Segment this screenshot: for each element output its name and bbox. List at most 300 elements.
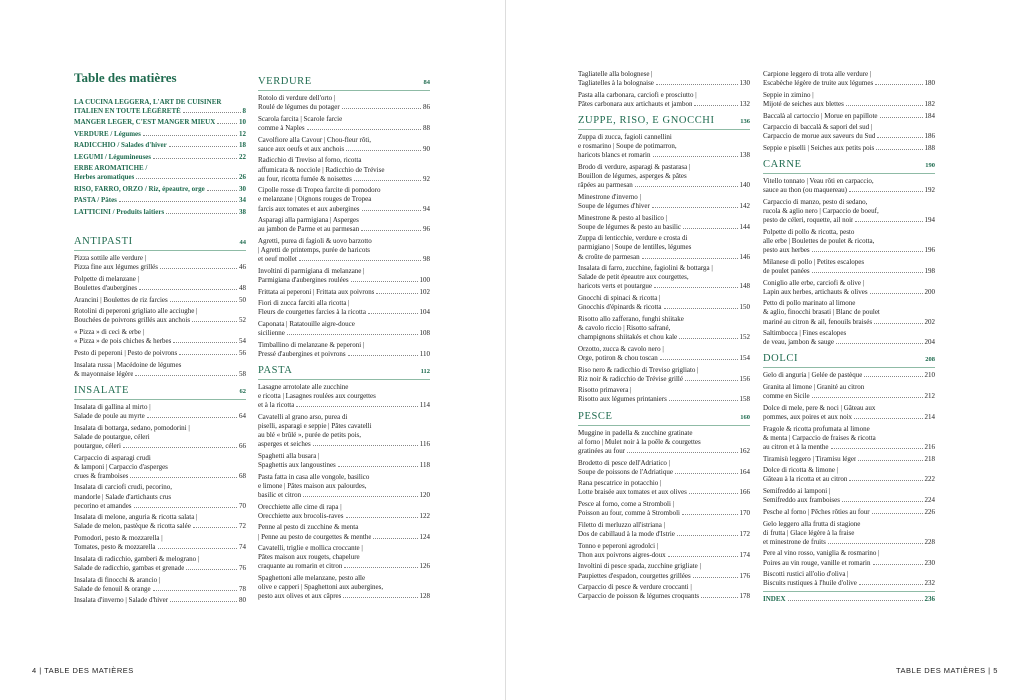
toc-entry-line: Gelo leggero alla frutta di stagione bbox=[763, 519, 861, 528]
dot-leader bbox=[812, 272, 923, 273]
toc-entry-line: Frittata ai peperoni | Frittata aux poivrons bbox=[258, 287, 375, 296]
section-page-number: 136 bbox=[740, 117, 750, 125]
toc-entry-line: Pasta alla carbonara, carciofi e prosciutto | bbox=[578, 90, 697, 99]
toc-page-number: 126 bbox=[419, 562, 430, 571]
dot-leader bbox=[287, 334, 418, 335]
toc-entry-line: Gnocchi di spinaci & ricotta | bbox=[578, 294, 661, 303]
toc-entry-last-line bbox=[578, 488, 750, 497]
toc-page-number: 66 bbox=[239, 441, 246, 450]
toc-entry-last-line bbox=[258, 145, 430, 154]
toc-entry-line: au jambon de Parme et au parmesan bbox=[258, 225, 360, 234]
toc-entry-last-line bbox=[258, 205, 430, 214]
running-head-left: | TABLE DES MATIÈRES bbox=[39, 666, 134, 675]
toc-entry bbox=[578, 193, 750, 211]
toc-entry-line: Salade de petit épeautre aux courgettes, bbox=[578, 273, 689, 282]
toc-entry-line: Orge, potiron & chou toscan bbox=[578, 353, 658, 362]
toc-page-number: 88 bbox=[423, 123, 430, 132]
section-rule bbox=[578, 129, 750, 130]
toc-page-number: 158 bbox=[739, 395, 750, 404]
toc-entry bbox=[258, 320, 430, 338]
toc-entry-line: Minestrone d'inverno | bbox=[578, 192, 641, 201]
toc-entry-last-line bbox=[763, 79, 935, 88]
section-title: ZUPPE, RISO, E GNOCCHI bbox=[578, 114, 715, 126]
section-rule bbox=[74, 250, 246, 251]
dot-leader bbox=[179, 354, 237, 355]
toc-entry-line: Cipolle rosse di Tropea farcite di pomodoro bbox=[258, 186, 381, 195]
toc-page-number: 142 bbox=[739, 201, 750, 210]
toc-entry-last-line bbox=[763, 496, 935, 505]
toc-entry-line: & aglio, finocchi brasati | Blanc de poulet bbox=[763, 308, 880, 317]
toc-entry-line: au citron et à la menthe bbox=[763, 442, 829, 451]
toc-entry-line: Insalata di farro, zucchine, fagiolini & bottarga | bbox=[578, 264, 713, 273]
toc-entry-line: piselli, asparagi e seppie | Pâtes cavatelli bbox=[258, 422, 372, 431]
toc-page-number: 154 bbox=[739, 353, 750, 362]
toc-entry-last-line bbox=[578, 375, 750, 384]
toc-page-number: 110 bbox=[419, 349, 430, 358]
toc-entry bbox=[258, 503, 430, 521]
toc-entry-line: & mayonnaise légère bbox=[74, 369, 134, 378]
toc-page-number: 178 bbox=[739, 592, 750, 601]
toc-entry-line: Fleurs de courgettes farcies à la ricotta bbox=[258, 308, 366, 317]
toc-entry-line: Caponata | Ratatouille aigre-douce bbox=[258, 320, 355, 329]
toc-entry bbox=[763, 279, 935, 297]
section-page-number: 208 bbox=[925, 356, 935, 364]
left-page bbox=[0, 0, 505, 700]
toc-page-number: 230 bbox=[924, 558, 935, 567]
toc-entry-last-line bbox=[74, 316, 246, 325]
toc-entry bbox=[74, 275, 246, 293]
toc-entry-line: Zuppa di lenticchie, verdure e crosta di bbox=[578, 234, 688, 243]
toc-entry bbox=[578, 234, 750, 261]
toc-entry-last-line bbox=[578, 468, 750, 477]
page-number-right: 5 bbox=[993, 666, 998, 675]
toc-entry-last-line bbox=[763, 318, 935, 327]
toc-entry-last-line bbox=[258, 308, 430, 317]
toc-entry bbox=[74, 555, 246, 573]
toc-entry bbox=[763, 508, 935, 517]
toc-entry-line: RADICCHIO / Salades d'hiver bbox=[74, 141, 167, 150]
toc-page-number: 104 bbox=[419, 308, 430, 317]
dot-leader bbox=[344, 567, 417, 568]
section-page-number: 84 bbox=[423, 79, 430, 86]
toc-page-number: 68 bbox=[239, 471, 246, 480]
toc-page-number: 50 bbox=[239, 295, 246, 304]
toc-entry-line: Rana pescatrice in potacchio | bbox=[578, 479, 662, 488]
section-page-number: 190 bbox=[925, 162, 935, 170]
dot-leader bbox=[192, 321, 237, 322]
toc-page-number: 146 bbox=[739, 252, 750, 261]
toc-entry-line: Biscotti rustici all'olio d'oliva | bbox=[763, 570, 849, 579]
toc-entry-line: affumicata & nocciole | Radicchio de Trévise bbox=[258, 165, 385, 174]
dot-leader bbox=[368, 313, 418, 314]
toc-entry-line: & lamponi | Carpaccio d'asperges bbox=[74, 462, 168, 471]
toc-entry-line: Polpette di melanzane | bbox=[74, 274, 139, 283]
toc-entry bbox=[258, 413, 430, 449]
toc-entry-line: crues & framboises bbox=[74, 471, 129, 480]
toc-page-number: 120 bbox=[419, 490, 430, 499]
toc-entry bbox=[763, 520, 935, 547]
toc-entry-line: Insalata d'inverno | Salade d'hiver bbox=[74, 596, 169, 605]
toc-entry-last-line bbox=[763, 144, 935, 153]
toc-page-number: 46 bbox=[239, 263, 246, 272]
toc-entry-last-line bbox=[258, 124, 430, 133]
toc-entry-line: Vitello tonnato | Veau rôti en carpaccio, bbox=[763, 177, 874, 186]
toc-entry-line: rucola & aglio nero | Carpaccio de boeuf, bbox=[763, 207, 879, 216]
toc-page-number: 180 bbox=[924, 79, 935, 88]
toc-page-number: 78 bbox=[239, 584, 246, 593]
toc-entry-line: & cavolo riccio | Risotto safrané, bbox=[578, 324, 671, 332]
toc-entry-last-line bbox=[578, 181, 750, 190]
toc-entry-line: e limone | Pâtes maison aux palourdes, bbox=[258, 481, 367, 490]
toc-entry-last-line bbox=[578, 303, 750, 312]
toc-page-number: 130 bbox=[739, 79, 750, 88]
toc-entry-last-line bbox=[74, 596, 246, 605]
toc-entry-line: Brodetto di pesce dell'Adriatico | bbox=[578, 458, 671, 467]
toc-entry bbox=[74, 483, 246, 510]
toc-entry bbox=[74, 307, 246, 325]
dot-leader bbox=[849, 191, 923, 192]
toc-entry-last-line bbox=[74, 543, 246, 552]
dot-leader bbox=[173, 342, 237, 343]
dot-leader bbox=[207, 190, 237, 191]
toc-entry-line: Zuppa di zucca, fagioli cannellini bbox=[578, 133, 672, 142]
toc-entry-line: Gâteau à la ricotta et au citron bbox=[763, 475, 848, 484]
toc-entry-line: Pâtes maison aux rougets, chapelure bbox=[258, 553, 360, 562]
toc-entry-line: de poulet panées bbox=[763, 266, 810, 275]
section-title: DOLCI bbox=[763, 353, 799, 365]
dot-leader bbox=[854, 418, 922, 419]
toc-entry-line: Penne al pesto di zucchine & menta bbox=[258, 523, 359, 532]
section-page-number: 62 bbox=[239, 387, 246, 395]
dot-leader bbox=[143, 135, 237, 136]
dot-leader bbox=[788, 600, 923, 601]
dot-leader bbox=[872, 513, 923, 514]
toc-entry-last-line bbox=[763, 216, 935, 225]
toc-entry-line: Rotolini di peperoni grigliato alle acciughe | bbox=[74, 307, 198, 316]
toc-entry-last-line bbox=[763, 132, 935, 141]
toc-entry-line: Lasagne arrotolate alle zucchine bbox=[258, 383, 349, 392]
toc-entry-line: pesto de céleri, roquette, ail noir bbox=[763, 216, 854, 225]
toc-entry bbox=[763, 371, 935, 380]
section-rule bbox=[74, 399, 246, 400]
dot-leader bbox=[153, 158, 237, 159]
toc-entry-line: Agretti, purea di fagioli & uovo barzotto bbox=[258, 236, 372, 245]
dot-leader bbox=[351, 281, 418, 282]
toc-entry-last-line bbox=[74, 141, 246, 150]
toc-entry-last-line bbox=[74, 564, 246, 573]
toc-entry-last-line bbox=[74, 130, 246, 139]
toc-entry-line: poutargue, céleri bbox=[74, 441, 121, 450]
toc-entry-line: comme en Sicile bbox=[763, 392, 810, 401]
toc-entry-last-line bbox=[763, 392, 935, 401]
toc-entry-last-line bbox=[258, 225, 430, 234]
toc-entry bbox=[763, 570, 935, 588]
toc-entry bbox=[258, 136, 430, 154]
toc-entry-line: parmigiano | Soupe de lentilles, légumes bbox=[578, 243, 692, 252]
dot-leader bbox=[876, 149, 922, 150]
toc-entry bbox=[578, 521, 750, 539]
section-title: VERDURE bbox=[258, 76, 312, 87]
toc-entry-line: Carpaccio di manzo, pesto di sedano, bbox=[763, 198, 868, 206]
toc-entry bbox=[74, 534, 246, 552]
toc-entry bbox=[74, 254, 246, 272]
toc-entry-line: Pasta fatta in casa alle vongole, basilico bbox=[258, 472, 370, 481]
section-heading bbox=[578, 412, 750, 422]
section-page-number: 160 bbox=[740, 413, 750, 421]
toc-entry-last-line bbox=[578, 572, 750, 581]
toc-entry-last-line bbox=[763, 100, 935, 109]
toc-page-number: 148 bbox=[739, 282, 750, 291]
toc-page-number: 198 bbox=[924, 266, 935, 275]
toc-page-number: 196 bbox=[924, 246, 935, 255]
dot-leader bbox=[158, 548, 237, 549]
toc-entry bbox=[74, 576, 246, 594]
toc-entry bbox=[578, 70, 750, 88]
toc-entry-last-line bbox=[763, 559, 935, 568]
toc-entry-last-line bbox=[763, 288, 935, 297]
toc-entry-line: mariné au citron & ail, fenouils braisés bbox=[763, 317, 873, 326]
toc-entry-last-line bbox=[578, 395, 750, 404]
toc-entry-line: RISO, FARRO, ORZO / Riz, épeautre, orge bbox=[74, 184, 205, 193]
dot-leader bbox=[362, 210, 421, 211]
dot-leader bbox=[170, 601, 237, 602]
toc-entry-line: Tonno e peperoni agrodolci | bbox=[578, 541, 659, 550]
toc-entry bbox=[763, 404, 935, 422]
dot-leader bbox=[842, 501, 923, 502]
toc-entry-last-line bbox=[258, 103, 430, 112]
toc-entry bbox=[258, 544, 430, 571]
toc-page-number: 210 bbox=[924, 371, 935, 380]
toc-entry-last-line bbox=[258, 440, 430, 449]
toc-entry bbox=[74, 596, 246, 605]
section-rule bbox=[258, 90, 430, 91]
dot-leader bbox=[342, 108, 421, 109]
toc-entry-line: Poires au vin rouge, vanille et romarin bbox=[763, 558, 871, 567]
toc-entry-line: Paupiettes d'espadon, courgettes grillées bbox=[578, 571, 691, 580]
toc-page-number: 218 bbox=[924, 454, 935, 463]
toc-entry-line: Risotto primavera | bbox=[578, 386, 632, 395]
section-title: CARNE bbox=[763, 159, 802, 171]
dot-leader bbox=[669, 400, 738, 401]
toc-page-number: 192 bbox=[924, 186, 935, 195]
toc-entry-line: Biscuits rustiques à l'huile d'olive bbox=[763, 579, 857, 588]
toc-page-number: 132 bbox=[739, 99, 750, 108]
toc-entry bbox=[74, 153, 246, 162]
toc-page-number: 150 bbox=[739, 303, 750, 312]
dot-leader bbox=[296, 406, 417, 407]
toc-entry-last-line bbox=[74, 185, 246, 194]
toc-entry-line: Bouillon de légumes, asperges & pâtes bbox=[578, 172, 687, 181]
toc-entry-last-line bbox=[763, 186, 935, 195]
toc-entry bbox=[763, 383, 935, 401]
toc-page-number: 64 bbox=[239, 411, 246, 420]
toc-entry-line: Pizza fine aux légumes grillés bbox=[74, 263, 158, 272]
toc-entry bbox=[74, 141, 246, 150]
toc-page-number: 70 bbox=[239, 501, 246, 510]
toc-entry-line: Seppie in zimino | bbox=[763, 90, 814, 99]
toc-entry-line: Pesche al forno | Pêches rôties au four bbox=[763, 507, 870, 516]
dot-leader bbox=[183, 112, 241, 113]
toc-entry bbox=[258, 94, 430, 112]
section-rule bbox=[763, 591, 935, 592]
dot-leader bbox=[831, 448, 923, 449]
toc-entry-last-line bbox=[74, 337, 246, 346]
dot-leader bbox=[343, 597, 417, 598]
toc-entry-line: Salade de poule au myrte bbox=[74, 411, 145, 420]
dot-leader bbox=[836, 343, 923, 344]
dot-leader bbox=[877, 137, 922, 138]
dot-leader bbox=[855, 221, 922, 222]
toc-entry-line: olive e capperi | Spaghettoni aux aubergines, bbox=[258, 583, 384, 592]
section-title: PASTA bbox=[258, 365, 293, 377]
toc-entry-line: Granita al limone | Granité au citron bbox=[763, 383, 865, 392]
section-heading bbox=[74, 237, 246, 247]
toc-entry-last-line bbox=[763, 455, 935, 464]
toc-entry-last-line bbox=[578, 551, 750, 560]
toc-page-number: 90 bbox=[423, 144, 430, 153]
toc-entry bbox=[258, 523, 430, 541]
toc-entry bbox=[74, 196, 246, 205]
toc-entry-line: Orecchiette aux brocolis-raves bbox=[258, 511, 344, 520]
toc-entry bbox=[763, 177, 935, 195]
toc-entry bbox=[258, 383, 430, 410]
dot-leader bbox=[642, 258, 738, 259]
toc-entry bbox=[763, 299, 935, 326]
toc-entry bbox=[258, 341, 430, 359]
toc-entry-last-line bbox=[74, 284, 246, 293]
toc-page-number: 202 bbox=[924, 317, 935, 326]
toc-entry-line: Gelo di anguria | Gelée de pastèque bbox=[763, 371, 863, 380]
toc-entry-line: Bouchées de poivrons grillés aux anchois bbox=[74, 316, 191, 325]
toc-page-number: 96 bbox=[423, 225, 430, 234]
toc-entry bbox=[763, 455, 935, 464]
toc-entry-line: Rotolo di verdure dell'orto | bbox=[258, 94, 336, 103]
toc-entry-line: Pomodori, pesto & mozzarella | bbox=[74, 534, 163, 543]
toc-entry-line: Arancini | Boulettes de riz farcies bbox=[74, 295, 168, 304]
toc-entry-last-line bbox=[258, 533, 430, 542]
toc-entry-line: farcis aux tomates et aux aubergines bbox=[258, 204, 360, 213]
toc-entry-last-line bbox=[578, 530, 750, 539]
toc-entry bbox=[763, 112, 935, 121]
toc-page-number: 188 bbox=[924, 144, 935, 153]
dot-leader bbox=[134, 507, 237, 508]
toc-page-number: 166 bbox=[739, 488, 750, 497]
toc-page-number: 34 bbox=[239, 196, 246, 205]
toc-page-number: 80 bbox=[239, 596, 246, 605]
toc-entry bbox=[763, 144, 935, 153]
toc-entry bbox=[578, 542, 750, 560]
toc-entry-line: Dolce di mele, pere & noci | Gâteau aux bbox=[763, 403, 876, 412]
toc-entry-line: Coniglio alle erbe, carciofi & olive | bbox=[763, 278, 865, 287]
toc-page-number: 194 bbox=[924, 216, 935, 225]
toc-entry bbox=[74, 349, 246, 358]
toc-page-number: 116 bbox=[419, 440, 430, 449]
toc-page-number: 102 bbox=[419, 287, 430, 296]
dot-leader bbox=[136, 178, 237, 179]
toc-entry bbox=[74, 118, 246, 127]
toc-entry-line: Insalata russa | Macédoine de légumes bbox=[74, 360, 182, 369]
toc-entry-line: LEGUMI / Légumineuses bbox=[74, 152, 152, 161]
dot-leader bbox=[849, 480, 922, 481]
toc-entry bbox=[74, 454, 246, 481]
toc-page-number: 222 bbox=[924, 475, 935, 484]
toc-entry bbox=[763, 329, 935, 347]
toc-entry-line: craquante au romarin et citron bbox=[258, 562, 343, 571]
folio-right bbox=[896, 666, 998, 675]
toc-entry-last-line bbox=[578, 202, 750, 211]
section-title: ANTIPASTI bbox=[74, 236, 133, 247]
toc-entry-line: PASTA / Pâtes bbox=[74, 196, 117, 205]
toc-entry bbox=[578, 163, 750, 190]
toc-entry bbox=[578, 459, 750, 477]
toc-entry-line: Thon aux poivrons aigres-doux bbox=[578, 550, 666, 559]
toc-entry-line: Fiori di zucca farciti alla ricotta | bbox=[258, 299, 350, 308]
section-rule bbox=[578, 425, 750, 426]
toc-entry-last-line bbox=[258, 512, 430, 521]
toc-page-number: 124 bbox=[419, 532, 430, 541]
dot-leader bbox=[660, 359, 738, 360]
toc-entry-line: Insalata di finocchi & arancio | bbox=[74, 575, 161, 584]
toc-entry-line: Soupe de légumes d'hiver bbox=[578, 201, 650, 210]
dot-leader bbox=[679, 338, 737, 339]
dot-leader bbox=[119, 201, 237, 202]
toc-entry-line: Riz noir & radicchio de Trévise grillé bbox=[578, 374, 683, 383]
toc-entry-line: Semifreddo ai lamponi | bbox=[763, 487, 831, 496]
toc-entry-last-line bbox=[74, 173, 246, 182]
toc-entry-line: Spaghetti alla busara | bbox=[258, 452, 320, 460]
toc-entry-last-line bbox=[578, 79, 750, 88]
toc-entry-last-line bbox=[578, 354, 750, 363]
toc-entry-last-line bbox=[74, 196, 246, 205]
toc-entry-last-line bbox=[258, 461, 430, 470]
dot-leader bbox=[307, 129, 421, 130]
toc-entry-line: Poisson au four, comme à Stromboli bbox=[578, 509, 680, 518]
toc-entry-last-line bbox=[258, 276, 430, 285]
toc-page-number: 176 bbox=[739, 571, 750, 580]
toc-entry-last-line bbox=[763, 267, 935, 276]
toc-entry bbox=[578, 91, 750, 109]
dot-leader bbox=[693, 577, 738, 578]
toc-entry-last-line bbox=[763, 413, 935, 422]
toc-entry-line: Minestrone & pesto al basilico | bbox=[578, 213, 668, 222]
toc-entry-line: Pesce al forno, come a Stromboli | bbox=[578, 500, 675, 509]
toc-entry-last-line bbox=[258, 255, 430, 264]
toc-entry-last-line bbox=[763, 595, 935, 604]
toc-entry bbox=[258, 299, 430, 317]
toc-entry-line: « Pizza » di ceci & erbe | bbox=[74, 328, 145, 337]
toc-entry-line: Carpaccio di pesce & verdure croccanti | bbox=[578, 583, 692, 592]
dot-leader bbox=[668, 556, 738, 557]
toc-entry-last-line bbox=[74, 370, 246, 379]
toc-entry bbox=[74, 208, 246, 217]
section-rule bbox=[763, 367, 935, 368]
toc-title: Table des matières bbox=[74, 70, 177, 85]
toc-page-number: 114 bbox=[419, 401, 430, 410]
toc-entry-line: Brodo di verdure, asparagi & pastarasa | bbox=[578, 162, 691, 171]
toc-entry-line: LA CUCINA LEGGERA, L'ART DE CUISINER bbox=[74, 98, 222, 106]
toc-entry-line: sauce aux oeufs et aux anchois bbox=[258, 144, 345, 153]
dot-leader bbox=[160, 268, 237, 269]
toc-entry-line: Carpaccio di baccalà & sapori del sud | bbox=[763, 123, 873, 132]
toc-page-number: 54 bbox=[239, 337, 246, 346]
toc-entry-line: LATTICINI / Produits laitiers bbox=[74, 207, 165, 216]
dot-leader bbox=[694, 105, 737, 106]
toc-entry bbox=[763, 258, 935, 276]
dot-leader bbox=[130, 477, 237, 478]
toc-entry bbox=[578, 386, 750, 404]
toc-entry-last-line bbox=[74, 522, 246, 531]
toc-entry-line: Dolce di ricotta & limone | bbox=[763, 466, 839, 475]
